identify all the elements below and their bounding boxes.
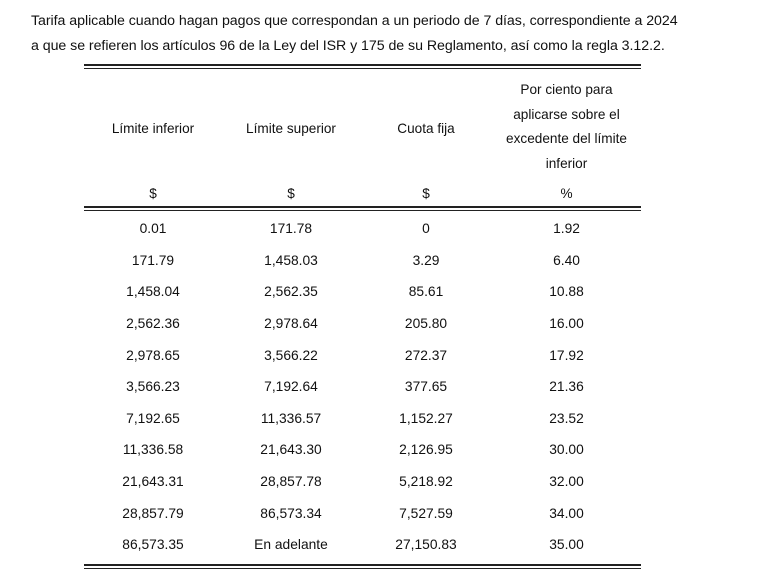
table-body [84, 211, 641, 561]
cell-upper-limit: 171.78 [269, 221, 313, 237]
cell-lower-limit: 0.01 [139, 221, 167, 237]
cell-lower-limit: 28,857.79 [122, 505, 184, 521]
cell-lower-limit: 3,566.23 [126, 379, 180, 395]
cell-fixed-fee: 1,152.27 [399, 410, 453, 426]
header-upper-limit: Límite superior [246, 121, 336, 136]
cell-lower-limit: 171.79 [131, 252, 175, 268]
intro-line-1: Tarifa aplicable cuando hagan pagos que correspondan a un periodo de 7 días, correspondiente a 2024 [31, 13, 678, 29]
cell-percent: 34.00 [549, 505, 584, 521]
cell-upper-limit: 11,336.57 [260, 410, 322, 426]
cell-fixed-fee: 3.29 [412, 252, 440, 268]
cell-lower-limit: 2,562.36 [126, 316, 180, 332]
cell-upper-limit: En adelante [254, 537, 328, 553]
cell-fixed-fee: 5,218.92 [399, 474, 453, 490]
cell-fixed-fee: 377.65 [404, 379, 448, 395]
table-row [84, 371, 641, 403]
cell-upper-limit: 7,192.64 [264, 379, 318, 395]
header-percent-line: Por ciento para [520, 82, 613, 97]
header-percent [492, 78, 641, 176]
cell-fixed-fee: 0 [422, 221, 430, 237]
table-row [84, 245, 641, 277]
table-row [84, 497, 641, 529]
cell-upper-limit: 86,573.34 [260, 505, 322, 521]
cell-percent: 10.88 [549, 284, 584, 300]
cell-lower-limit: 2,978.65 [126, 347, 180, 363]
unit-upper-limit: $ [287, 186, 295, 201]
table-row [84, 434, 641, 466]
cell-upper-limit: 28,857.78 [260, 474, 322, 490]
table-row [84, 339, 641, 371]
cell-percent: 21.36 [549, 379, 584, 395]
cell-percent: 6.40 [553, 252, 580, 268]
cell-upper-limit: 2,978.64 [264, 316, 318, 332]
cell-percent: 30.00 [549, 442, 584, 458]
header-percent-line: aplicarse sobre el [513, 106, 620, 122]
unit-lower-limit: $ [149, 186, 157, 201]
cell-percent: 35.00 [549, 537, 584, 553]
cell-percent: 1.92 [553, 221, 580, 237]
table-row [84, 276, 641, 308]
tax-rate-table [84, 64, 641, 569]
header-fixed-fee: Cuota fija [397, 121, 455, 136]
cell-lower-limit: 86,573.35 [122, 537, 184, 553]
cell-upper-limit: 2,562.35 [264, 284, 318, 300]
table-row [84, 466, 641, 498]
cell-upper-limit: 21,643.30 [260, 442, 322, 458]
cell-lower-limit: 11,336.58 [122, 442, 184, 458]
table-row [84, 403, 641, 435]
cell-fixed-fee: 2,126.95 [399, 442, 453, 458]
header-percent-line: inferior [545, 155, 588, 171]
intro-line-2: a que se refieren los artículos 96 de la Ley del ISR y 175 de su Reglamento, así como la regla 3.12.2. [31, 38, 665, 54]
cell-upper-limit: 1,458.03 [264, 252, 318, 268]
header-lower-limit: Límite inferior [111, 121, 195, 136]
table-header [84, 69, 641, 206]
cell-upper-limit: 3,566.22 [264, 347, 318, 363]
cell-fixed-fee: 7,527.59 [399, 505, 453, 521]
table-row [84, 213, 641, 245]
intro-paragraph [31, 9, 751, 59]
table-row [84, 308, 641, 340]
table-bottom-rule [84, 564, 641, 569]
cell-lower-limit: 21,643.31 [122, 474, 184, 490]
cell-percent: 23.52 [549, 410, 584, 426]
unit-fixed-fee: $ [422, 186, 430, 201]
cell-percent: 16.00 [549, 316, 584, 332]
cell-fixed-fee: 85.61 [408, 284, 444, 300]
cell-lower-limit: 7,192.65 [126, 410, 180, 426]
cell-lower-limit: 1,458.04 [126, 284, 180, 300]
cell-percent: 17.92 [549, 347, 584, 363]
unit-percent: % [560, 186, 573, 201]
cell-fixed-fee: 272.37 [404, 347, 448, 363]
cell-fixed-fee: 27,150.83 [395, 537, 457, 553]
cell-percent: 32.00 [549, 474, 584, 490]
table-row [84, 529, 641, 561]
cell-fixed-fee: 205.80 [404, 316, 448, 332]
header-percent-line: excedente del límite [506, 131, 627, 146]
